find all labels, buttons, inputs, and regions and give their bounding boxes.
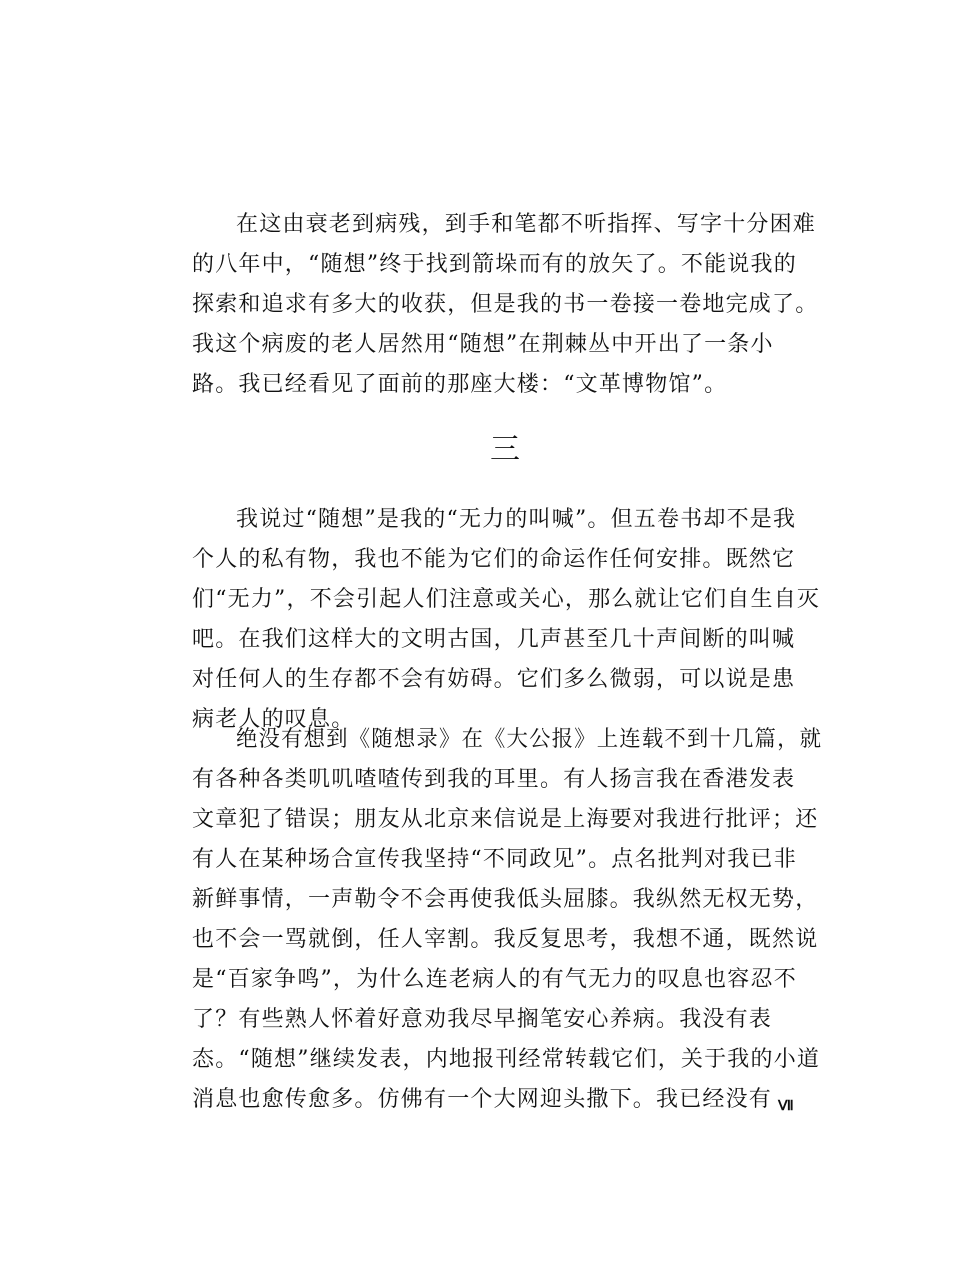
text-line: 新鲜事情，一声勒令不会再使我低头屈膝。我纵然无权无势， <box>192 887 819 912</box>
text-line: 在这由衰老到病残，到手和笔都不听指挥、写字十分困难 <box>236 212 817 237</box>
text-line: 探索和追求有多大的收获，但是我的书一卷接一卷地完成了。 <box>192 292 819 317</box>
text-line: 有各种各类叽叽喳喳传到我的耳里。有人扬言我在香港发表 <box>192 767 796 792</box>
text-line: 的八年中，“随想”终于找到箭垛而有的放矢了。不能说我的 <box>192 252 797 277</box>
text-line: 有人在某种场合宣传我坚持“不同政见”。点名批判对我已非 <box>192 847 797 872</box>
text-line: 我这个病废的老人居然用“随想”在荆棘丛中开出了一条小 <box>192 332 774 357</box>
text-line: 们“无力”，不会引起人们注意或关心，那么就让它们自生自灭 <box>192 587 821 612</box>
text-line: 路。我已经看见了面前的那座大楼：“文革博物馆”。 <box>192 372 728 397</box>
text-line: 我说过“随想”是我的“无力的叫喊”。但五卷书却不是我 <box>236 507 797 532</box>
section-heading: 三 <box>490 432 520 467</box>
text-line: 对任何人的生存都不会有妨碍。它们多么微弱，可以说是患 <box>192 667 796 692</box>
text-line: 是“百家争鸣”，为什么连老病人的有气无力的叹息也容忍不 <box>192 967 797 992</box>
text-line: 绝没有想到《随想录》在《大公报》上连载不到十几篇，就 <box>236 727 823 752</box>
text-line: 个人的私有物，我也不能为它们的命运作任何安排。既然它 <box>192 547 796 572</box>
page-number: Ⅶ <box>778 1099 793 1114</box>
text-line: 了？有些熟人怀着好意劝我尽早搁笔安心养病。我没有表 <box>192 1007 773 1032</box>
text-line: 文章犯了错误；朋友从北京来信说是上海要对我进行批评；还 <box>192 807 819 832</box>
text-line: 态。“随想”继续发表，内地报刊经常转载它们，关于我的小道 <box>192 1047 821 1072</box>
text-line: 病老人的叹息。 <box>192 707 355 732</box>
text-line: 消息也愈传愈多。仿佛有一个大网迎头撒下。我已经没有 <box>192 1087 773 1112</box>
text-line: 也不会一骂就倒，任人宰割。我反复思考，我想不通，既然说 <box>192 927 819 952</box>
text-line: 吧。在我们这样大的文明古国，几声甚至几十声间断的叫喊 <box>192 627 796 652</box>
